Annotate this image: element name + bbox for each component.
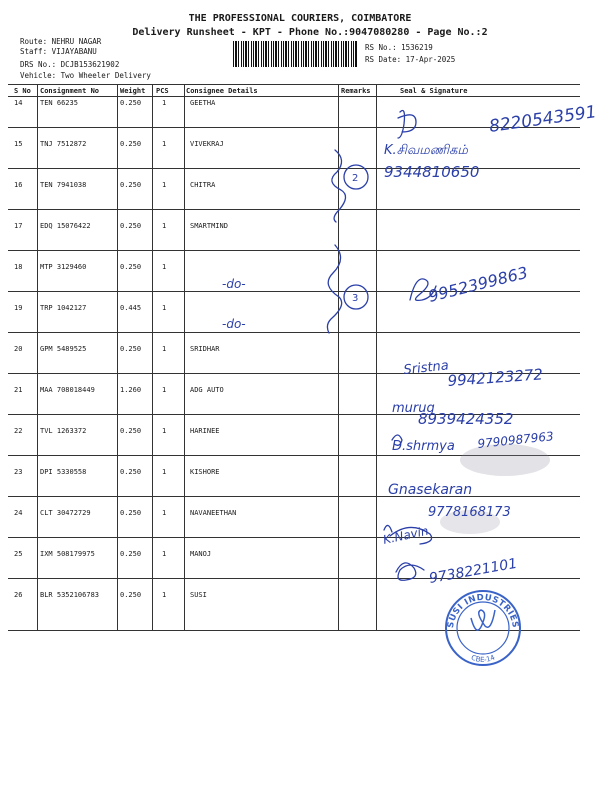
row-pcs: 1 (162, 591, 167, 599)
row-weight: 0.250 (120, 263, 142, 271)
row-pcs: 1 (162, 509, 167, 517)
runsheet-subtitle: Delivery Runsheet - KPT - Phone No.:9047080280 - Page No.:2 (132, 27, 488, 38)
col-header-pcs: PCS (156, 87, 169, 95)
rs-date: RS Date: 17-Apr-2025 (365, 55, 456, 64)
handwritten-phone-25: 9738221101 (427, 555, 519, 587)
stamp-top-text: SUSI INDUSTRIES (445, 592, 521, 629)
row-sno: 14 (14, 99, 23, 107)
row-consignee: KISHORE (190, 468, 220, 476)
row-pcs: 1 (162, 304, 167, 312)
row-pcs: 1 (162, 99, 167, 107)
handwritten-phone-14: 8220543591 (487, 102, 598, 137)
row-weight: 0.250 (120, 509, 142, 517)
row-consignee: SUSI (190, 591, 207, 599)
handwritten-phone-21: 8939424352 (418, 410, 514, 428)
row-cno: MAA 708018449 (40, 386, 95, 394)
signature-mark-14 (398, 111, 416, 139)
rs-number: RS No.: 1536219 (365, 43, 433, 52)
vehicle-label: Vehicle: Two Wheeler Delivery (20, 71, 151, 80)
handwritten-name-23: Gnasekaran (388, 482, 473, 498)
row-cno: IXM 508179975 (40, 550, 95, 558)
row-cno: EDQ 15076422 (40, 222, 91, 230)
row-weight: 0.250 (120, 222, 142, 230)
row-weight: 0.250 (120, 427, 142, 435)
row-pcs: 1 (162, 345, 167, 353)
row-consignee: SRIDHAR (190, 345, 220, 353)
col-header-consignment: Consignment No (40, 87, 100, 95)
row-pcs: 1 (162, 468, 167, 476)
row-consignee: GEETHA (190, 99, 216, 107)
row-consignee: ADG AUTO (190, 386, 224, 394)
svg-text:CBE-14 (470, 653, 497, 664)
row-weight: 0.250 (120, 345, 142, 353)
row-sno: 16 (14, 181, 23, 189)
row-weight: 0.250 (120, 181, 142, 189)
row-consignee: MANOJ (190, 550, 212, 558)
handwritten-phone-18: 9952399863 (426, 262, 530, 306)
handwritten-name-15: K.சிவமணிகம் (384, 143, 468, 158)
col-header-consignee: Consignee Details (186, 87, 258, 95)
row-weight: 0.445 (120, 304, 142, 312)
row-weight: 0.250 (120, 99, 142, 107)
handwritten-phone-22: 9790987963 (476, 429, 555, 451)
row-weight: 0.250 (120, 591, 142, 599)
row-consignee: CHITRA (190, 181, 216, 189)
row-sno: 19 (14, 304, 23, 312)
handwritten-phone-20: 9942123272 (447, 365, 544, 390)
row-sno: 15 (14, 140, 23, 148)
row-weight: 0.250 (120, 550, 142, 558)
circle-number-2: 2 (352, 173, 359, 184)
handwritten-ditto-19: -do- (222, 317, 246, 331)
company-stamp (446, 591, 520, 665)
staff-label: Staff: VIJAYABANU (20, 47, 97, 56)
row-sno: 26 (14, 591, 23, 599)
row-cno: TEN 7941038 (40, 181, 87, 189)
row-cno: GPM 5489525 (40, 345, 87, 353)
row-sno: 23 (14, 468, 23, 476)
handwritten-ditto-18: -do- (222, 277, 246, 291)
row-weight: 0.250 (120, 468, 142, 476)
row-cno: BLR 5352106783 (40, 591, 100, 599)
handwritten-name-24: K.Navin (381, 523, 430, 547)
handwritten-phone-23: 9778168173 (428, 505, 511, 520)
row-sno: 17 (14, 222, 23, 230)
row-cno: DPI 5330558 (40, 468, 87, 476)
row-sno: 21 (14, 386, 23, 394)
row-cno: MTP 3129460 (40, 263, 87, 271)
row-weight: 1.260 (120, 386, 142, 394)
col-header-weight: Weight (120, 87, 146, 95)
row-pcs: 1 (162, 427, 167, 435)
handwritten-phone-15: 9344810650 (384, 163, 480, 181)
row-pcs: 1 (162, 181, 167, 189)
row-pcs: 1 (162, 263, 167, 271)
handwritten-name-21: murug (392, 401, 435, 416)
route-label: Route: NEHRU NAGAR (20, 37, 102, 46)
row-cno: TVL 1263372 (40, 427, 87, 435)
col-header-sno: S No (14, 87, 31, 95)
stamp-signature (471, 610, 495, 630)
row-weight: 0.250 (120, 140, 142, 148)
stamp-bottom-text: CBE-14 (469, 653, 497, 665)
handwritten-name-22: D.shrmya (392, 439, 455, 454)
smudge (460, 444, 550, 476)
row-cno: TEN 66235 (40, 99, 78, 107)
signature-mark-25 (396, 563, 424, 580)
row-pcs: 1 (162, 140, 167, 148)
row-pcs: 1 (162, 222, 167, 230)
row-consignee: VIVEKRAJ (190, 140, 224, 148)
circle-number-3: 3 (352, 293, 359, 304)
row-sno: 25 (14, 550, 23, 558)
row-cno: TRP 1042127 (40, 304, 87, 312)
row-sno: 22 (14, 427, 23, 435)
row-pcs: 1 (162, 550, 167, 558)
drs-number: DRS No.: DCJB153621902 (20, 60, 120, 69)
row-sno: 24 (14, 509, 23, 517)
row-sno: 20 (14, 345, 23, 353)
row-consignee: HARINEE (190, 427, 220, 435)
row-consignee: SMARTMIND (190, 222, 228, 230)
row-cno: TNJ 7512872 (40, 140, 87, 148)
row-pcs: 1 (162, 386, 167, 394)
row-cno: CLT 30472729 (40, 509, 91, 517)
row-consignee: NAVANEETHAN (190, 509, 237, 517)
col-header-seal: Seal & Signature (400, 87, 468, 95)
row-sno: 18 (14, 263, 23, 271)
handwritten-name-20: Sristna (402, 358, 450, 378)
bracket-15-17 (332, 150, 346, 222)
company-title: THE PROFESSIONAL COURIERS, COIMBATORE (188, 13, 412, 24)
bracket-18-19 (327, 245, 341, 333)
col-header-remarks: Remarks (341, 87, 371, 95)
